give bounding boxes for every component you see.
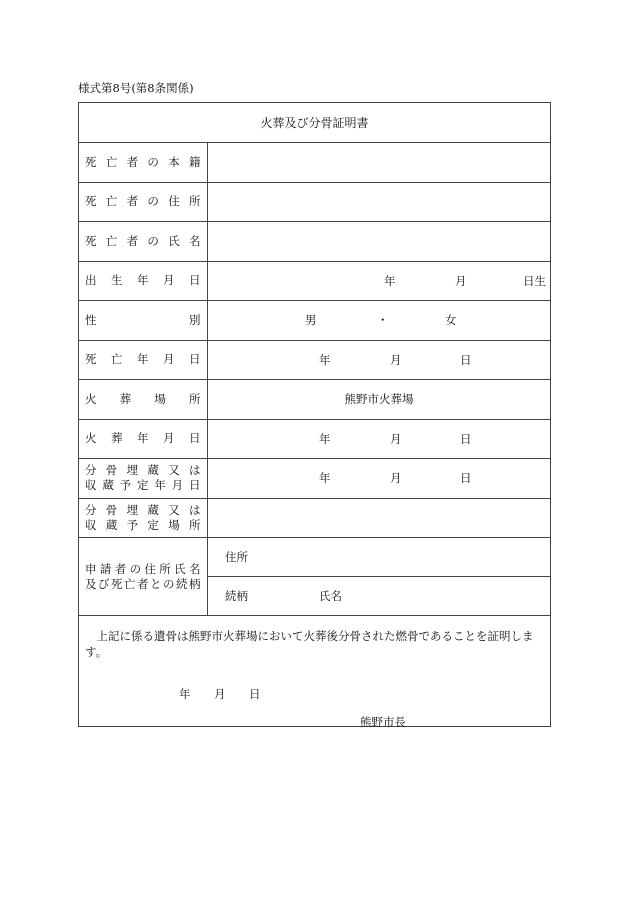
label-cremation-place: 火葬場所: [79, 380, 208, 420]
applicant-address-label: 住所: [225, 550, 248, 564]
label-honseki: 死亡者の本籍: [79, 143, 208, 183]
field-burial-place[interactable]: [208, 498, 551, 538]
field-honseki[interactable]: [208, 143, 551, 183]
death-year-unit: 年: [319, 352, 331, 367]
birth-day-unit: 日生: [523, 273, 546, 288]
sex-female-option[interactable]: 女: [445, 313, 457, 328]
applicant-relation-label: 続柄: [225, 589, 248, 603]
certification-statement: 上記に係る遺骨は熊野市火葬場において火葬後分骨された燃骨であることを証明します。: [85, 629, 534, 659]
field-applicant-address[interactable]: [208, 538, 551, 577]
field-burial-date[interactable]: [208, 459, 551, 499]
label-applicant: 申請者の住所氏名 及び死亡者との続柄: [79, 538, 208, 616]
field-name[interactable]: [208, 222, 551, 262]
field-sex[interactable]: [208, 301, 551, 341]
death-month-unit: 月: [390, 352, 402, 367]
field-cremation-date[interactable]: [208, 419, 551, 459]
label-burial-date: 分骨埋蔵又は 収蔵予定年月日: [79, 459, 208, 499]
field-cremation-place: 熊野市火葬場: [208, 380, 551, 420]
label-cremation-date: 火葬年月日: [79, 419, 208, 459]
certificate-table: [78, 102, 551, 727]
field-applicant-relation-name[interactable]: [208, 577, 551, 616]
footer-year-unit: 年: [179, 687, 191, 701]
burial-month-unit: 月: [390, 471, 402, 486]
label-burial-place: 分骨埋蔵又は 収蔵予定場所: [79, 498, 208, 538]
certification-footer: [79, 616, 551, 727]
label-death-date: 死亡年月日: [79, 340, 208, 380]
cremation-month-unit: 月: [390, 431, 402, 446]
cremation-day-unit: 日: [460, 431, 472, 446]
burial-day-unit: 日: [460, 471, 472, 486]
label-sex: 性別: [79, 301, 208, 341]
footer-month-unit: 月: [214, 687, 226, 701]
field-death-date[interactable]: [208, 340, 551, 380]
burial-year-unit: 年: [319, 471, 331, 486]
label-name: 死亡者の氏名: [79, 222, 208, 262]
birth-year-unit: 年: [384, 273, 396, 288]
sex-separator: ・: [377, 313, 389, 328]
cremation-year-unit: 年: [319, 431, 331, 446]
applicant-name-label: 氏名: [319, 589, 342, 603]
field-birth-date[interactable]: [208, 261, 551, 301]
form-number-label: 様式第8号(第8条関係): [78, 81, 194, 95]
field-address[interactable]: [208, 182, 551, 222]
sex-male-option[interactable]: 男: [305, 313, 317, 328]
signer-title: 熊野市長: [360, 715, 406, 729]
birth-month-unit: 月: [455, 273, 467, 288]
footer-day-unit: 日: [249, 687, 261, 701]
certificate-title: 火葬及び分骨証明書: [79, 103, 551, 143]
label-birth-date: 出生年月日: [79, 261, 208, 301]
death-day-unit: 日: [460, 352, 472, 367]
label-address: 死亡者の住所: [79, 182, 208, 222]
